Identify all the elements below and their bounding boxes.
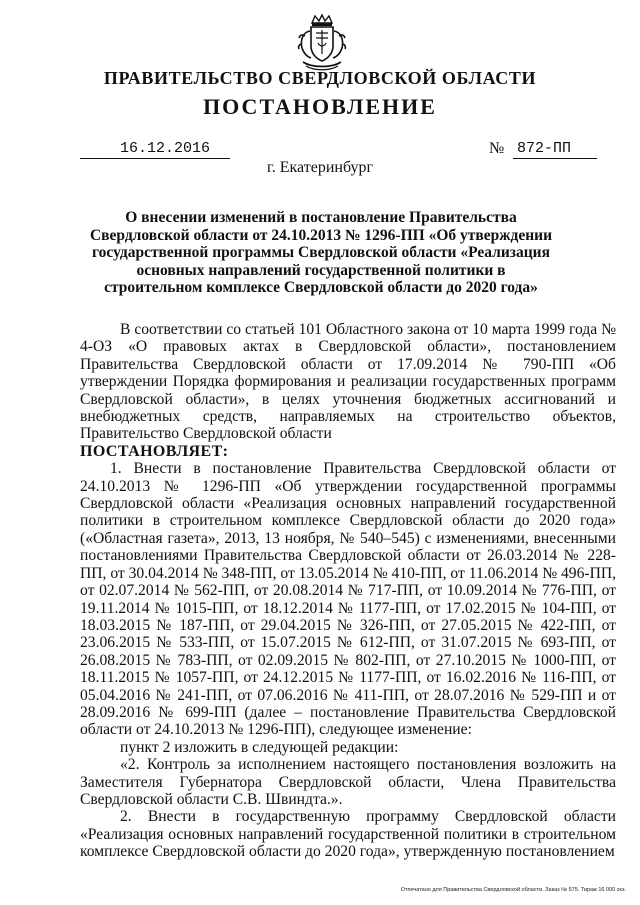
document-number: 872-ПП xyxy=(513,140,597,159)
document-type-heading: ПОСТАНОВЛЕНИЕ xyxy=(203,94,437,119)
print-footer-note: Отпечатано для Правительства Свердловской области. Заказ № 575. Тираж 16 000 экз. xyxy=(400,887,626,893)
government-title: ПРАВИТЕЛЬСТВО СВЕРДЛОВСКОЙ ОБЛАСТИ xyxy=(103,68,537,88)
document-date: 16.12.2016 xyxy=(80,140,230,159)
sverdlovsk-coat-of-arms-icon xyxy=(296,14,348,72)
item-2-paragraph: 2. Внести в государственную программу Свердловской области «Реализация основных направлений государственной политики в строительном комплексе Свердловской области до 2020 года», утвержденную постановлением xyxy=(80,808,616,861)
item-1-subparagraph: пункт 2 изложить в следующей редакции: xyxy=(120,738,399,756)
document-city: г. Екатеринбург xyxy=(266,159,374,176)
intro-paragraph: В соответствии со статьей 101 Областного закона от 10 марта 1999 года № 4-ОЗ «О правовых актах в Свердловской области», постановлением Правительства Свердловской области от 17.09.2014 № 790-ПП «Об утверждении Порядка формирования и реализации государственных программ Свердловской области», в целях уточнения бюджетных ассигнований и внебюджетных средств, направляемых на строительство объектов, Правительство Свердловской области xyxy=(80,321,616,443)
document-subject: О внесении изменений в постановление Правительства Свердловской области от 24.10.2013 № 1296-ПП «Об утверждении государственной программы Свердловской области «Реализация основных направлений государственной политики в строительном комплексе Свердловской области до 2020 года» xyxy=(89,209,553,296)
item-1-paragraph: 1. Внести в постановление Правительства Свердловской области от 24.10.2013 № 1296-ПП «Об утверждении государственной программы Свердловской области «Реализация основных направлений государственной политики в строительном комплексе Свердловской области до 2020 года» («Областная газета», 2013, 13 ноября, № 540–545) с изменениями, внесенными постановлениями Правительства Свердловской области от 26.03.2014 № 228-ПП, от 30.04.2014 № 348-ПП, от 13.05.2014 № 410-ПП, от 11.06.2014 № 496-ПП, от 02.07.2014 № 562-ПП, от 20.08.2014 № 717-ПП, от 10.09.2014 № 776-ПП, от 19.11.2014 № 1015-ПП, от 18.12.2014 № 1177-ПП, от 17.02.2015 № 104-ПП, от 18.03.2015 № 187-ПП, от 29.04.2015 № 326-ПП, от 27.05.2015 № 422-ПП, от 23.06.2015 № 533-ПП, от 15.07.2015 № 612-ПП, от 31.07.2015 № 693-ПП, от 26.08.2015 № 783-ПП, от 02.09.2015 № 802-ПП, от 27.10.2015 № 1000-ПП, от 18.11.2015 № 1057-ПП, от 24.12.2015 № 1177-ПП, от 16.02.2016 № 116-ПП, от 05.04.2016 № 241-ПП, от 07.06.2016 № 411-ПП, от 28.07.2016 № 529-ПП и от 28.09.2016 № 699-ПП (далее – постановление Правительства Свердловской области от 24.10.2013 № 1296-ПП), следующее изменение: xyxy=(80,460,617,739)
resolves-heading: ПОСТАНОВЛЯЕТ: xyxy=(80,442,229,460)
item-1-quote-paragraph: «2. Контроль за исполнением настоящего постановления возложить на Заместителя Губернатора Свердловской области, Члена Правительства Свердловской области С.В. Швиндта.». xyxy=(80,756,616,808)
number-sign: № xyxy=(489,140,505,157)
document-body xyxy=(80,321,616,861)
